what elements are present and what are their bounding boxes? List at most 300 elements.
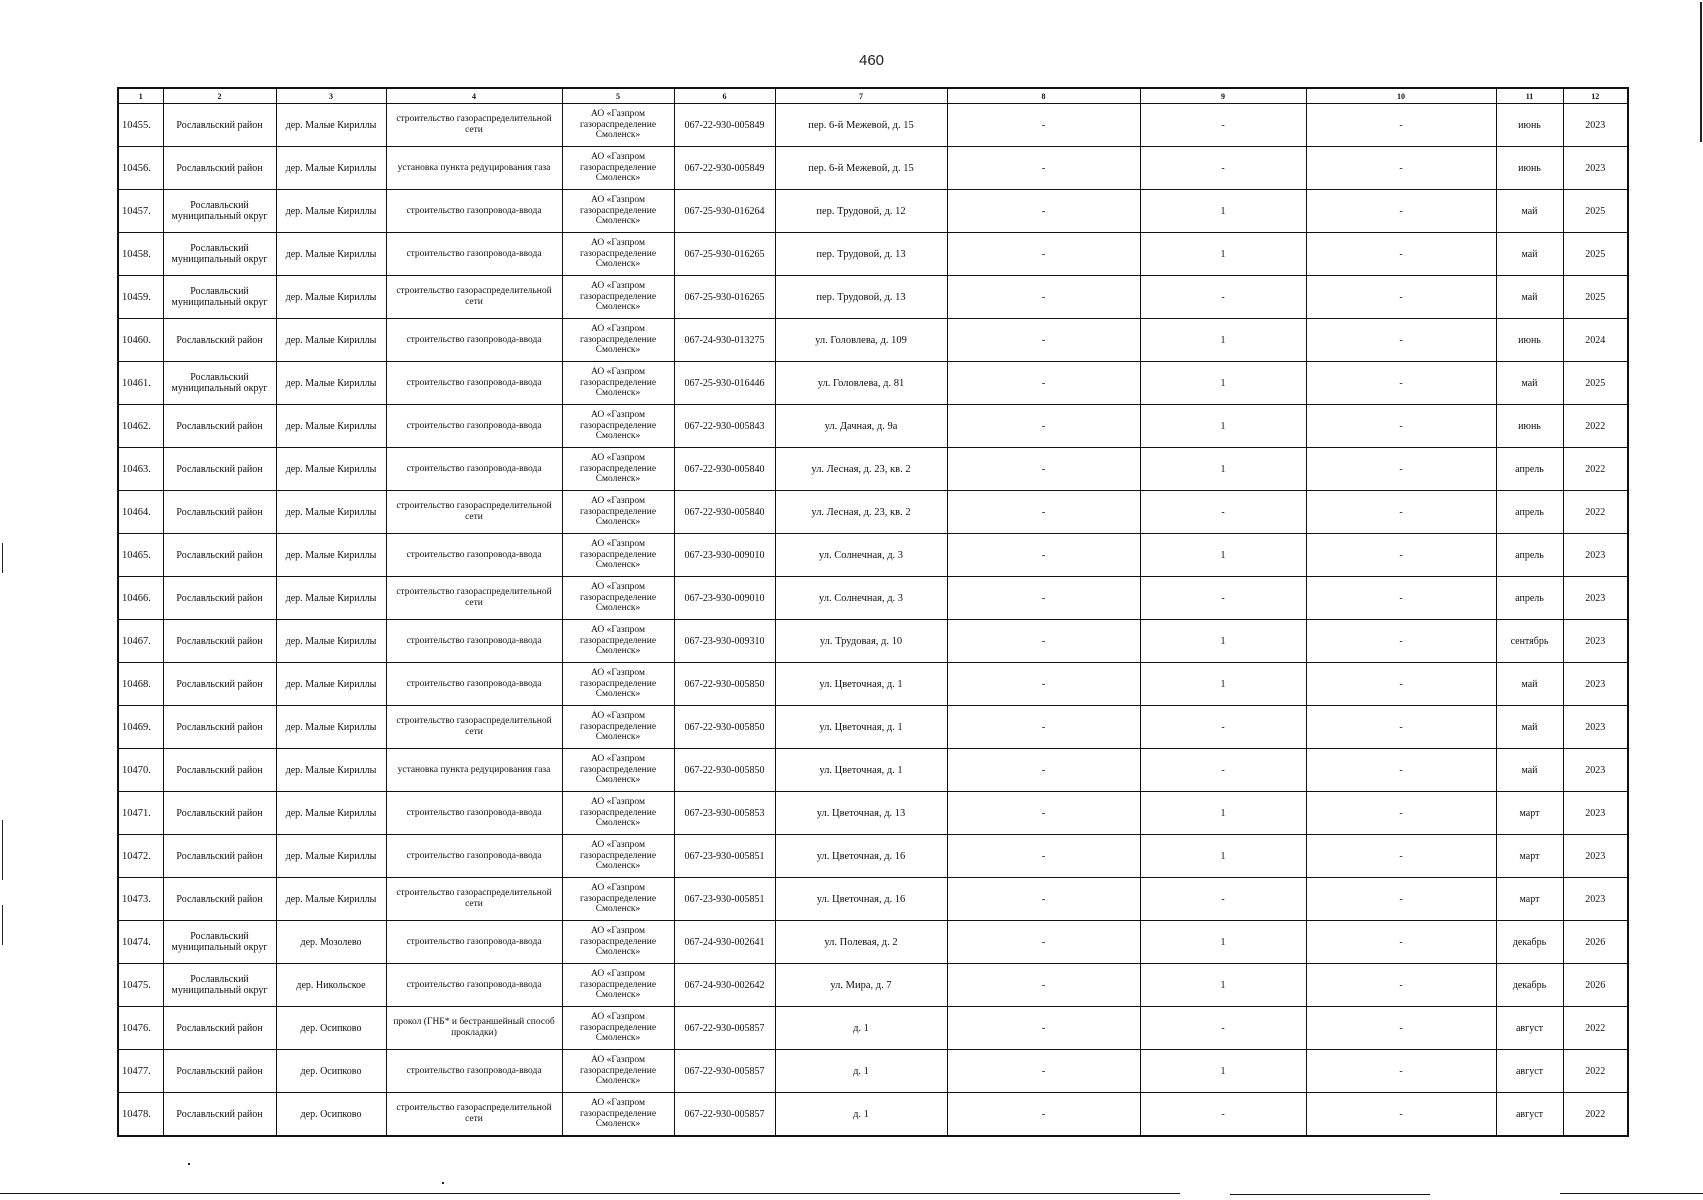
scan-margin-mark-3 [2,905,3,945]
column-header-1: 1 [118,88,163,104]
table-row [118,362,1628,405]
table-cell-col-10: - [1306,1093,1496,1137]
table-cell-col-6: 067-25-930-016446 [674,362,775,405]
table-cell-col-10: - [1306,577,1496,620]
table-cell-col-1: 10460. [118,319,163,362]
table-cell-col-9: 1 [1140,448,1306,491]
table-cell-col-12: 2023 [1563,147,1628,190]
table-cell-col-7: пер. Трудовой, д. 12 [775,190,947,233]
table-cell-col-9: 1 [1140,835,1306,878]
table-cell-col-1: 10471. [118,792,163,835]
table-cell-col-5: АО «Газпром газораспределение Смоленск» [562,663,674,706]
table-cell-col-2: Рославльский муниципальный округ [163,276,276,319]
table-cell-col-8: - [947,104,1140,147]
table-cell-col-3: дер. Малые Кириллы [276,190,386,233]
table-cell-col-6: 067-23-930-005853 [674,792,775,835]
table-cell-col-4: строительство газораспределительной сети [386,577,562,620]
table-cell-col-2: Рославльский район [163,792,276,835]
table-cell-col-9: - [1140,147,1306,190]
table-cell-col-5: АО «Газпром газораспределение Смоленск» [562,792,674,835]
table-cell-col-6: 067-23-930-005851 [674,878,775,921]
table-cell-col-7: д. 1 [775,1007,947,1050]
table-cell-col-12: 2022 [1563,1007,1628,1050]
table-cell-col-11: июнь [1496,405,1563,448]
table-cell-col-12: 2023 [1563,749,1628,792]
table-cell-col-4: строительство газораспределительной сети [386,706,562,749]
table-row [118,792,1628,835]
table-cell-col-3: дер. Никольское [276,964,386,1007]
table-cell-col-9: - [1140,276,1306,319]
table-row [118,878,1628,921]
table-cell-col-9: 1 [1140,362,1306,405]
table-cell-col-1: 10461. [118,362,163,405]
table-cell-col-10: - [1306,706,1496,749]
table-cell-col-10: - [1306,749,1496,792]
table-cell-col-9: 1 [1140,534,1306,577]
table-cell-col-1: 10478. [118,1093,163,1137]
table-cell-col-11: май [1496,233,1563,276]
table-cell-col-9: 1 [1140,663,1306,706]
table-cell-col-2: Рославльский район [163,448,276,491]
table-cell-col-1: 10458. [118,233,163,276]
table-cell-col-2: Рославльский муниципальный округ [163,362,276,405]
table-cell-col-11: май [1496,749,1563,792]
table-cell-col-6: 067-22-930-005840 [674,448,775,491]
table-cell-col-5: АО «Газпром газораспределение Смоленск» [562,878,674,921]
table-cell-col-1: 10477. [118,1050,163,1093]
table-row [118,104,1628,147]
table-cell-col-2: Рославльский район [163,620,276,663]
table-cell-col-12: 2022 [1563,1050,1628,1093]
scan-dot-1 [188,1163,190,1165]
table-cell-col-1: 10476. [118,1007,163,1050]
table-cell-col-9: 1 [1140,233,1306,276]
table-cell-col-7: ул. Цветочная, д. 1 [775,706,947,749]
table-cell-col-10: - [1306,276,1496,319]
table-cell-col-11: март [1496,878,1563,921]
table-cell-col-6: 067-22-930-005857 [674,1050,775,1093]
table-cell-col-10: - [1306,878,1496,921]
table-header-row [118,88,1628,104]
table-cell-col-8: - [947,190,1140,233]
table-cell-col-7: ул. Головлева, д. 109 [775,319,947,362]
table-row [118,835,1628,878]
table-cell-col-4: строительство газопровода-ввода [386,319,562,362]
table-cell-col-4: строительство газопровода-ввода [386,792,562,835]
registry-table-wrap [117,87,1627,1137]
table-row [118,663,1628,706]
table-cell-col-11: июнь [1496,104,1563,147]
table-cell-col-9: 1 [1140,964,1306,1007]
column-header-8: 8 [947,88,1140,104]
table-cell-col-3: дер. Малые Кириллы [276,405,386,448]
table-cell-col-11: апрель [1496,491,1563,534]
table-cell-col-9: - [1140,749,1306,792]
table-cell-col-2: Рославльский район [163,1007,276,1050]
table-cell-col-1: 10469. [118,706,163,749]
table-cell-col-8: - [947,276,1140,319]
table-cell-col-9: - [1140,104,1306,147]
table-cell-col-12: 2025 [1563,190,1628,233]
table-cell-col-4: строительство газораспределительной сети [386,491,562,534]
table-cell-col-3: дер. Малые Кириллы [276,448,386,491]
table-cell-col-9: 1 [1140,620,1306,663]
table-cell-col-6: 067-25-930-016265 [674,276,775,319]
table-cell-col-3: дер. Малые Кириллы [276,835,386,878]
table-cell-col-5: АО «Газпром газораспределение Смоленск» [562,964,674,1007]
table-cell-col-6: 067-22-930-005857 [674,1093,775,1137]
table-cell-col-2: Рославльский муниципальный округ [163,233,276,276]
table-cell-col-11: май [1496,276,1563,319]
table-cell-col-1: 10470. [118,749,163,792]
table-cell-col-11: декабрь [1496,921,1563,964]
table-cell-col-11: август [1496,1050,1563,1093]
table-cell-col-4: строительство газопровода-ввода [386,190,562,233]
table-cell-col-8: - [947,405,1140,448]
table-cell-col-1: 10463. [118,448,163,491]
table-cell-col-3: дер. Осипково [276,1050,386,1093]
table-cell-col-11: август [1496,1007,1563,1050]
table-cell-col-11: июнь [1496,147,1563,190]
table-cell-col-11: март [1496,792,1563,835]
table-cell-col-3: дер. Малые Кириллы [276,749,386,792]
table-cell-col-12: 2023 [1563,104,1628,147]
table-cell-col-11: сентябрь [1496,620,1563,663]
table-cell-col-7: ул. Трудовая, д. 10 [775,620,947,663]
table-cell-col-10: - [1306,663,1496,706]
table-cell-col-2: Рославльский район [163,1093,276,1137]
table-cell-col-1: 10462. [118,405,163,448]
table-row [118,1007,1628,1050]
table-cell-col-3: дер. Мозолево [276,921,386,964]
table-cell-col-12: 2025 [1563,362,1628,405]
table-cell-col-9: - [1140,491,1306,534]
table-cell-col-3: дер. Малые Кириллы [276,878,386,921]
table-cell-col-3: дер. Малые Кириллы [276,319,386,362]
table-cell-col-1: 10466. [118,577,163,620]
table-cell-col-2: Рославльский район [163,706,276,749]
column-header-12: 12 [1563,88,1628,104]
table-cell-col-4: строительство газопровода-ввода [386,362,562,405]
scan-margin-mark-4 [1700,2,1702,142]
table-cell-col-8: - [947,319,1140,362]
table-cell-col-2: Рославльский район [163,835,276,878]
table-cell-col-6: 067-22-930-005857 [674,1007,775,1050]
table-cell-col-5: АО «Газпром газораспределение Смоленск» [562,921,674,964]
table-cell-col-5: АО «Газпром газораспределение Смоленск» [562,1007,674,1050]
table-cell-col-5: АО «Газпром газораспределение Смоленск» [562,706,674,749]
table-cell-col-10: - [1306,233,1496,276]
registry-table [117,87,1629,1137]
table-cell-col-9: 1 [1140,319,1306,362]
table-cell-col-4: прокол (ГНБ* и бестраншейный способ прокладки) [386,1007,562,1050]
table-row [118,577,1628,620]
table-cell-col-2: Рославльский район [163,577,276,620]
table-row [118,706,1628,749]
table-cell-col-2: Рославльский муниципальный округ [163,190,276,233]
table-cell-col-11: май [1496,663,1563,706]
scan-bottom-line-middle [1230,1194,1430,1195]
table-cell-col-9: - [1140,1007,1306,1050]
table-cell-col-8: - [947,1050,1140,1093]
table-cell-col-7: ул. Дачная, д. 9а [775,405,947,448]
table-row [118,233,1628,276]
table-cell-col-10: - [1306,792,1496,835]
table-cell-col-12: 2022 [1563,1093,1628,1137]
table-cell-col-5: АО «Газпром газораспределение Смоленск» [562,104,674,147]
table-row [118,620,1628,663]
table-cell-col-9: - [1140,878,1306,921]
table-cell-col-6: 067-22-930-005850 [674,663,775,706]
table-cell-col-6: 067-22-930-005849 [674,147,775,190]
table-cell-col-5: АО «Газпром газораспределение Смоленск» [562,835,674,878]
table-cell-col-7: пер. 6-й Межевой, д. 15 [775,147,947,190]
table-cell-col-3: дер. Малые Кириллы [276,233,386,276]
table-cell-col-2: Рославльский район [163,878,276,921]
table-cell-col-12: 2023 [1563,534,1628,577]
table-cell-col-5: АО «Газпром газораспределение Смоленск» [562,147,674,190]
table-cell-col-8: - [947,362,1140,405]
table-cell-col-4: строительство газопровода-ввода [386,835,562,878]
table-cell-col-5: АО «Газпром газораспределение Смоленск» [562,1050,674,1093]
table-cell-col-7: ул. Лесная, д. 23, кв. 2 [775,448,947,491]
table-cell-col-11: декабрь [1496,964,1563,1007]
table-cell-col-4: строительство газопровода-ввода [386,620,562,663]
table-cell-col-8: - [947,620,1140,663]
table-row [118,749,1628,792]
table-cell-col-4: строительство газораспределительной сети [386,878,562,921]
table-cell-col-1: 10457. [118,190,163,233]
table-cell-col-1: 10456. [118,147,163,190]
table-cell-col-6: 067-22-930-005850 [674,706,775,749]
table-row [118,534,1628,577]
table-cell-col-6: 067-22-930-005849 [674,104,775,147]
table-cell-col-3: дер. Малые Кириллы [276,104,386,147]
table-cell-col-1: 10472. [118,835,163,878]
table-cell-col-4: строительство газопровода-ввода [386,534,562,577]
table-cell-col-5: АО «Газпром газораспределение Смоленск» [562,534,674,577]
table-cell-col-6: 067-23-930-009010 [674,577,775,620]
column-header-2: 2 [163,88,276,104]
table-cell-col-8: - [947,921,1140,964]
table-cell-col-2: Рославльский район [163,491,276,534]
table-cell-col-4: строительство газопровода-ввода [386,921,562,964]
table-cell-col-4: установка пункта редуцирования газа [386,147,562,190]
table-cell-col-3: дер. Малые Кириллы [276,620,386,663]
table-cell-col-2: Рославльский район [163,1050,276,1093]
table-cell-col-2: Рославльский район [163,749,276,792]
table-row [118,190,1628,233]
table-cell-col-9: 1 [1140,1050,1306,1093]
table-cell-col-8: - [947,577,1140,620]
table-cell-col-2: Рославльский район [163,147,276,190]
table-cell-col-6: 067-22-930-005850 [674,749,775,792]
table-cell-col-12: 2023 [1563,792,1628,835]
table-cell-col-1: 10474. [118,921,163,964]
table-cell-col-2: Рославльский район [163,104,276,147]
table-cell-col-7: ул. Головлева, д. 81 [775,362,947,405]
table-cell-col-2: Рославльский район [163,319,276,362]
table-cell-col-10: - [1306,405,1496,448]
table-cell-col-3: дер. Малые Кириллы [276,491,386,534]
table-cell-col-9: - [1140,577,1306,620]
table-cell-col-2: Рославльский район [163,534,276,577]
table-cell-col-8: - [947,147,1140,190]
table-cell-col-7: пер. Трудовой, д. 13 [775,233,947,276]
table-cell-col-11: апрель [1496,577,1563,620]
table-cell-col-3: дер. Осипково [276,1093,386,1137]
column-header-10: 10 [1306,88,1496,104]
table-cell-col-7: ул. Цветочная, д. 16 [775,878,947,921]
table-cell-col-7: пер. Трудовой, д. 13 [775,276,947,319]
table-cell-col-11: июнь [1496,319,1563,362]
table-cell-col-5: АО «Газпром газораспределение Смоленск» [562,1093,674,1137]
column-header-6: 6 [674,88,775,104]
column-header-11: 11 [1496,88,1563,104]
table-row [118,276,1628,319]
table-cell-col-11: май [1496,706,1563,749]
table-cell-col-6: 067-23-930-005851 [674,835,775,878]
table-row [118,491,1628,534]
table-cell-col-6: 067-23-930-009010 [674,534,775,577]
table-cell-col-1: 10464. [118,491,163,534]
table-cell-col-10: - [1306,190,1496,233]
table-cell-col-12: 2023 [1563,835,1628,878]
table-cell-col-12: 2022 [1563,448,1628,491]
table-cell-col-10: - [1306,104,1496,147]
table-cell-col-7: ул. Полевая, д. 2 [775,921,947,964]
table-cell-col-6: 067-23-930-009310 [674,620,775,663]
table-cell-col-11: апрель [1496,534,1563,577]
scan-bottom-line-left [0,1193,1180,1194]
table-cell-col-7: ул. Цветочная, д. 1 [775,663,947,706]
table-row [118,1093,1628,1137]
table-cell-col-8: - [947,534,1140,577]
table-cell-col-6: 067-22-930-005840 [674,491,775,534]
table-cell-col-10: - [1306,491,1496,534]
table-cell-col-4: строительство газораспределительной сети [386,276,562,319]
table-cell-col-12: 2023 [1563,620,1628,663]
table-row [118,405,1628,448]
table-cell-col-7: пер. 6-й Межевой, д. 15 [775,104,947,147]
table-cell-col-9: 1 [1140,921,1306,964]
table-cell-col-5: АО «Газпром газораспределение Смоленск» [562,362,674,405]
table-cell-col-2: Рославльский муниципальный округ [163,964,276,1007]
table-cell-col-7: ул. Лесная, д. 23, кв. 2 [775,491,947,534]
table-cell-col-10: - [1306,921,1496,964]
table-cell-col-3: дер. Малые Кириллы [276,276,386,319]
table-cell-col-8: - [947,749,1140,792]
table-cell-col-10: - [1306,147,1496,190]
table-cell-col-10: - [1306,448,1496,491]
table-cell-col-3: дер. Малые Кириллы [276,362,386,405]
table-cell-col-8: - [947,792,1140,835]
table-cell-col-12: 2023 [1563,878,1628,921]
table-cell-col-8: - [947,964,1140,1007]
table-cell-col-1: 10459. [118,276,163,319]
table-cell-col-9: 1 [1140,190,1306,233]
table-body [118,104,1628,1137]
table-cell-col-4: строительство газопровода-ввода [386,964,562,1007]
table-cell-col-12: 2026 [1563,921,1628,964]
table-cell-col-11: март [1496,835,1563,878]
table-cell-col-10: - [1306,362,1496,405]
table-cell-col-10: - [1306,534,1496,577]
table-cell-col-8: - [947,835,1140,878]
table-cell-col-8: - [947,706,1140,749]
column-header-4: 4 [386,88,562,104]
table-cell-col-12: 2023 [1563,577,1628,620]
table-row [118,964,1628,1007]
table-cell-col-7: д. 1 [775,1050,947,1093]
table-cell-col-12: 2022 [1563,405,1628,448]
table-cell-col-1: 10465. [118,534,163,577]
table-cell-col-5: АО «Газпром газораспределение Смоленск» [562,448,674,491]
table-cell-col-10: - [1306,620,1496,663]
table-cell-col-4: строительство газопровода-ввода [386,448,562,491]
table-row [118,319,1628,362]
table-cell-col-7: ул. Мира, д. 7 [775,964,947,1007]
table-cell-col-5: АО «Газпром газораспределение Смоленск» [562,405,674,448]
table-cell-col-3: дер. Малые Кириллы [276,792,386,835]
table-cell-col-8: - [947,1007,1140,1050]
table-cell-col-4: строительство газопровода-ввода [386,405,562,448]
table-cell-col-6: 067-24-930-002641 [674,921,775,964]
table-cell-col-5: АО «Газпром газораспределение Смоленск» [562,749,674,792]
table-cell-col-4: строительство газопровода-ввода [386,663,562,706]
table-cell-col-3: дер. Осипково [276,1007,386,1050]
table-cell-col-6: 067-24-930-013275 [674,319,775,362]
table-cell-col-10: - [1306,319,1496,362]
table-cell-col-12: 2025 [1563,233,1628,276]
table-cell-col-5: АО «Газпром газораспределение Смоленск» [562,190,674,233]
column-header-9: 9 [1140,88,1306,104]
table-cell-col-11: май [1496,190,1563,233]
table-cell-col-7: д. 1 [775,1093,947,1137]
scan-margin-mark-2 [2,820,3,880]
table-cell-col-5: АО «Газпром газораспределение Смоленск» [562,276,674,319]
table-cell-col-4: установка пункта редуцирования газа [386,749,562,792]
table-cell-col-8: - [947,1093,1140,1137]
column-header-7: 7 [775,88,947,104]
table-cell-col-7: ул. Солнечная, д. 3 [775,534,947,577]
table-cell-col-6: 067-22-930-005843 [674,405,775,448]
table-cell-col-10: - [1306,1050,1496,1093]
table-cell-col-7: ул. Цветочная, д. 16 [775,835,947,878]
table-cell-col-2: Рославльский муниципальный округ [163,921,276,964]
table-cell-col-7: ул. Цветочная, д. 1 [775,749,947,792]
table-cell-col-2: Рославльский район [163,405,276,448]
table-cell-col-3: дер. Малые Кириллы [276,534,386,577]
table-cell-col-6: 067-25-930-016265 [674,233,775,276]
table-cell-col-12: 2022 [1563,491,1628,534]
table-cell-col-10: - [1306,1007,1496,1050]
table-cell-col-12: 2025 [1563,276,1628,319]
table-cell-col-4: строительство газопровода-ввода [386,233,562,276]
table-cell-col-4: строительство газопровода-ввода [386,1050,562,1093]
table-cell-col-1: 10467. [118,620,163,663]
table-cell-col-1: 10468. [118,663,163,706]
table-cell-col-2: Рославльский район [163,663,276,706]
table-cell-col-7: ул. Солнечная, д. 3 [775,577,947,620]
table-cell-col-12: 2023 [1563,706,1628,749]
table-cell-col-9: - [1140,1093,1306,1137]
table-cell-col-6: 067-24-930-002642 [674,964,775,1007]
table-cell-col-10: - [1306,964,1496,1007]
table-cell-col-4: строительство газораспределительной сети [386,104,562,147]
column-header-5: 5 [562,88,674,104]
table-cell-col-12: 2024 [1563,319,1628,362]
